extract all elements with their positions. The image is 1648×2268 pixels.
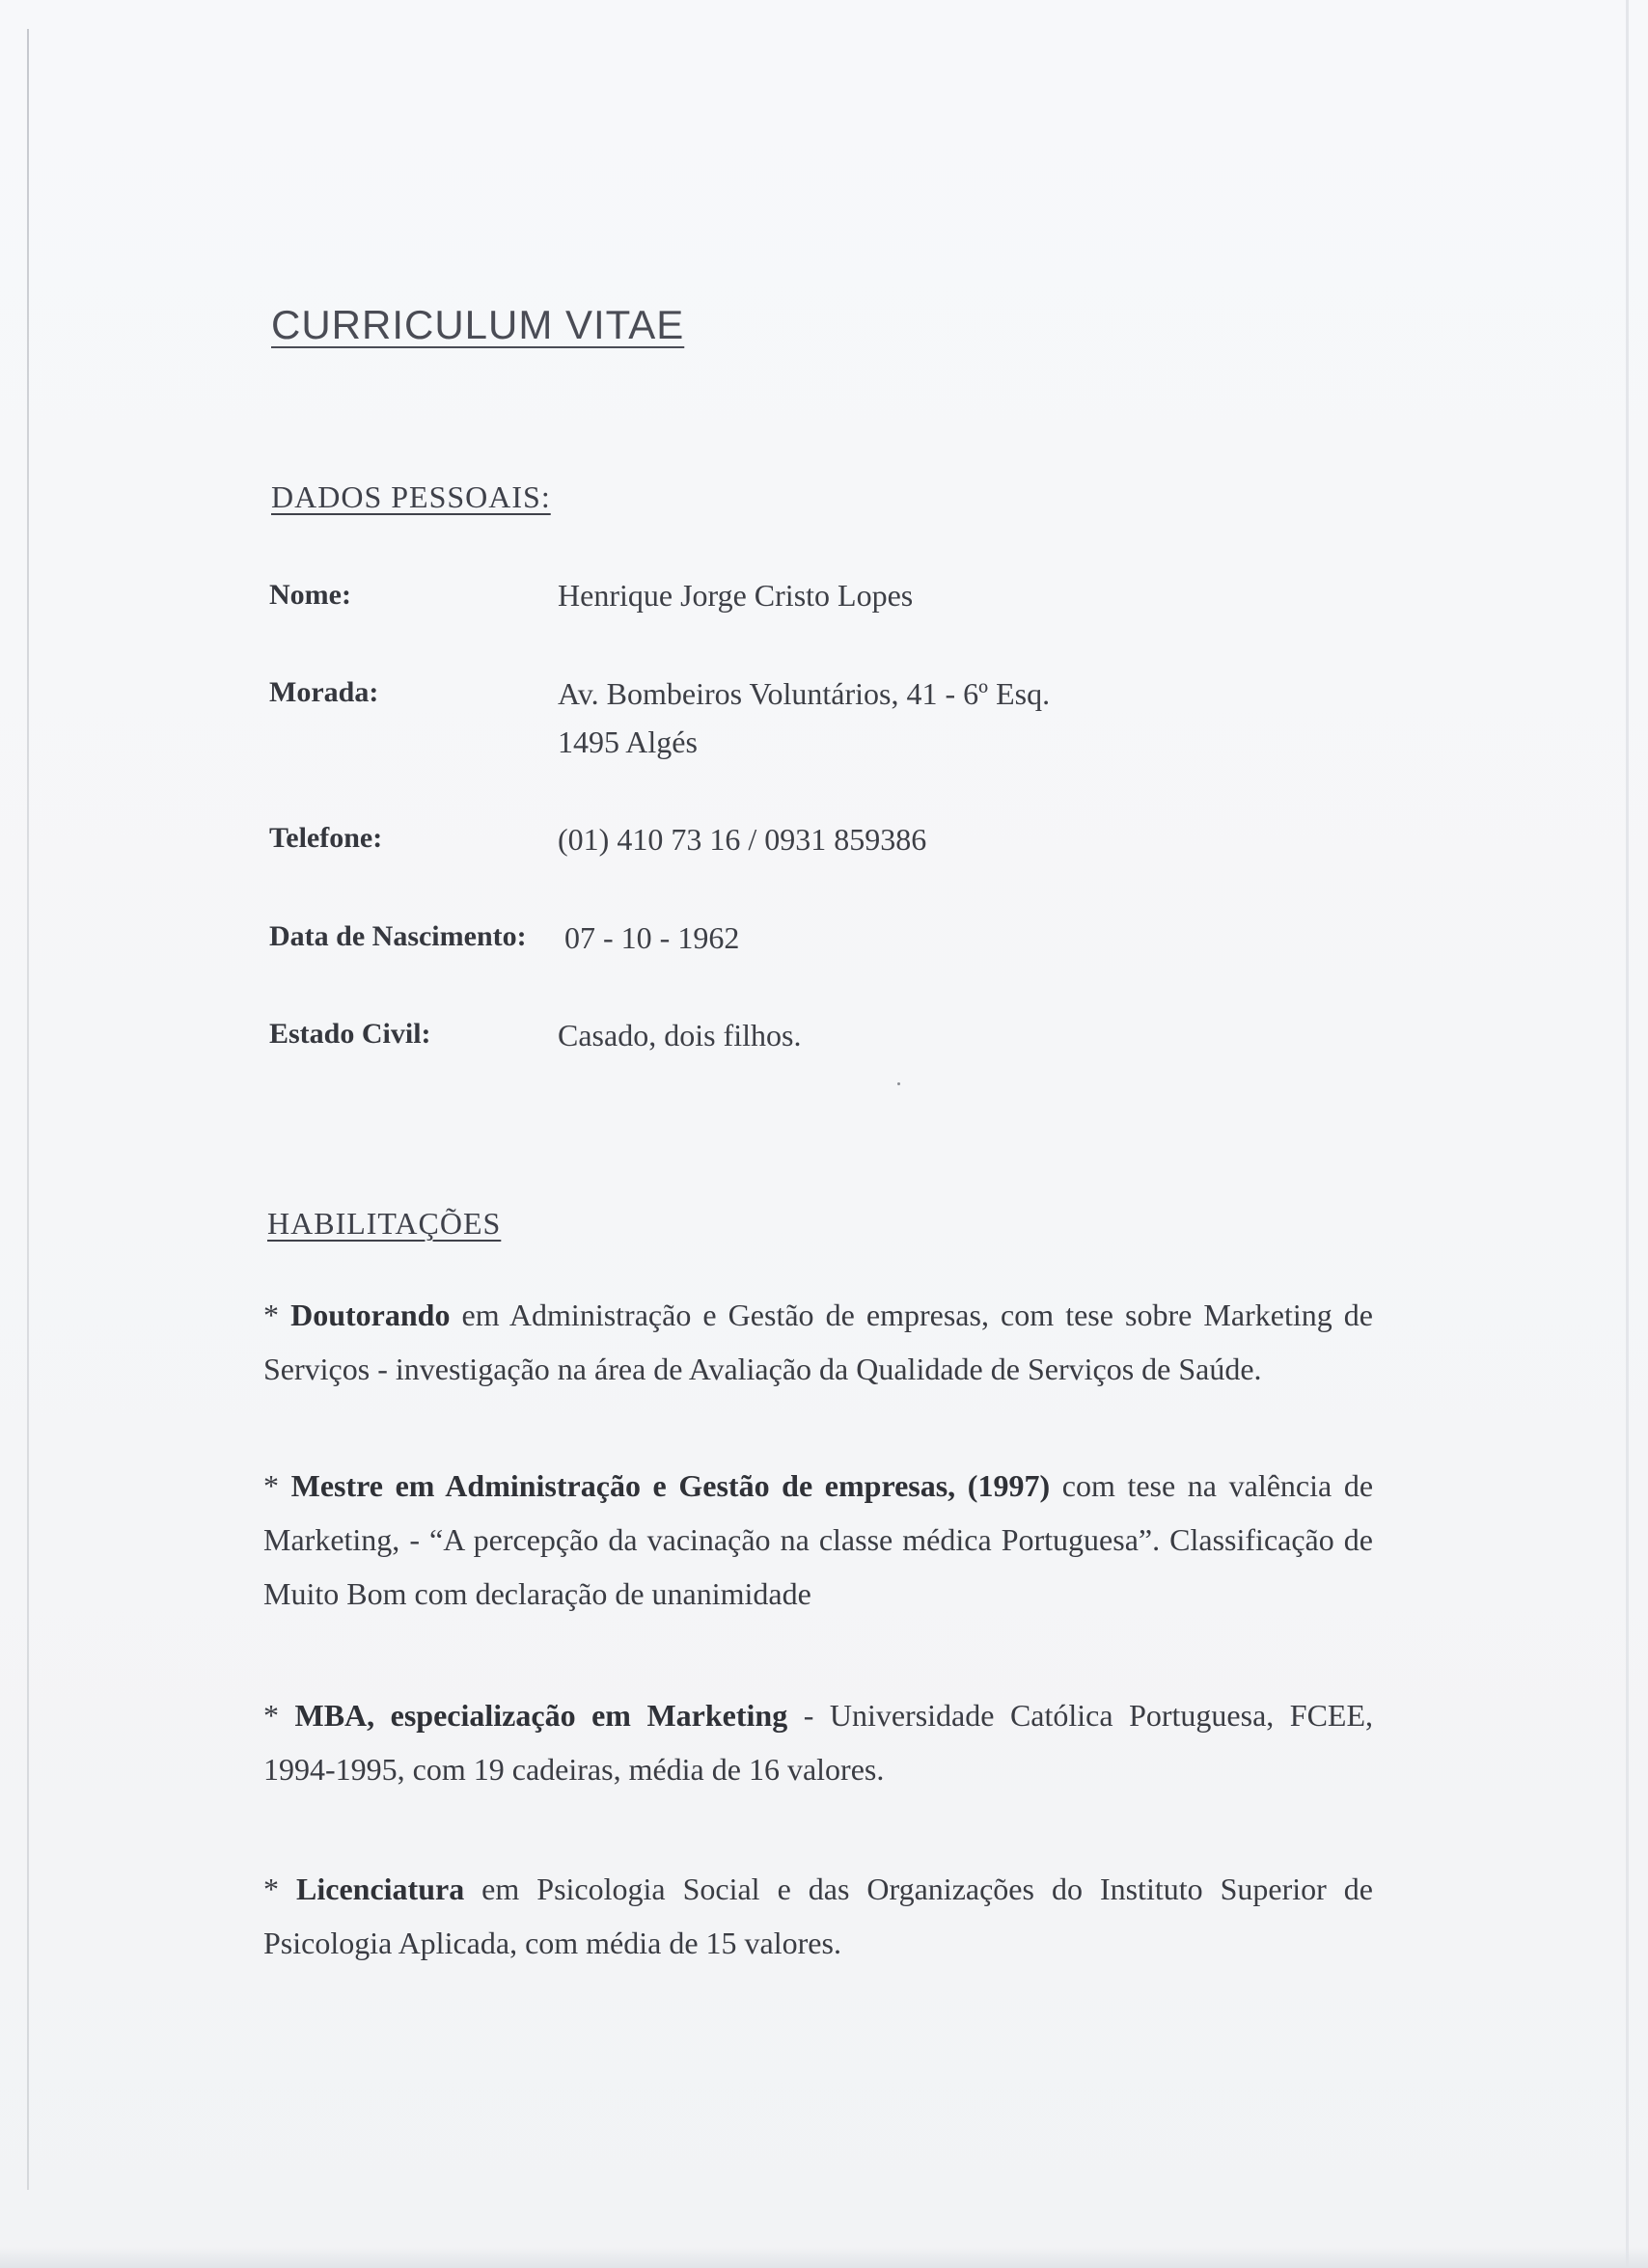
habilitacoes-heading: HABILITAÇÕES	[267, 1206, 502, 1241]
bullet: *	[263, 1468, 291, 1503]
qualification-item	[263, 1688, 1373, 1796]
personal-data-heading: DADOS PESSOAIS:	[271, 479, 551, 514]
scan-speck	[897, 1082, 900, 1085]
nascimento-label: Data de Nascimento:	[269, 920, 527, 952]
qualification-text: - Universidade Católica Portuguesa, FCEE, 1994-1995, com 19 cadeiras, média de 16 valores.	[263, 1698, 1374, 1787]
document-title: CURRICULUM VITAE	[271, 302, 685, 347]
morada-line2: 1495 Algés	[558, 724, 698, 759]
qualification-text: em Psicologia Social e das Organizações do Instituto Superior de Psicologia Aplicada, com média de 15 valores.	[263, 1872, 1374, 1960]
bullet: *	[263, 1872, 296, 1906]
nome-value: Henrique Jorge Cristo Lopes	[558, 578, 914, 613]
telefone-value: (01) 410 73 16 / 0931 859386	[558, 822, 927, 857]
qualification-item	[263, 1288, 1373, 1396]
scan-edge-right	[1626, 0, 1629, 2268]
bullet: *	[263, 1298, 291, 1332]
qualification-title: Licenciatura	[296, 1872, 465, 1906]
nascimento-value: 07 - 10 - 1962	[564, 920, 740, 955]
nome-label: Nome:	[269, 579, 351, 611]
qualification-title: Doutorando	[290, 1298, 451, 1332]
qualification-text: em Administração e Gestão de empresas, com tese sobre Marketing de Serviços - investigação na área de Avaliação da Qualidade de Serviços de Saúde.	[263, 1298, 1373, 1386]
estado-civil-label: Estado Civil:	[269, 1018, 431, 1050]
telefone-label: Telefone:	[269, 822, 383, 854]
scan-edge-left	[27, 29, 29, 2190]
bullet: *	[263, 1698, 295, 1733]
qualification-item	[263, 1459, 1373, 1621]
morada-label: Morada:	[269, 676, 379, 708]
scan-edge-bottom	[0, 2247, 1648, 2268]
qualification-title: MBA, especialização em Marketing	[294, 1698, 788, 1733]
qualification-title: Mestre em Administração e Gestão de empresas, (1997)	[290, 1468, 1051, 1503]
estado-civil-value: Casado, dois filhos.	[558, 1018, 802, 1052]
morada-line1: Av. Bombeiros Voluntários, 41 - 6º Esq.	[558, 676, 1051, 711]
qualification-text: com tese na valência de Marketing, - “A percepção da vacinação na classe médica Portuguesa”. Classificação de Muito Bom com declaração de unanimidade	[263, 1468, 1374, 1611]
qualification-item	[263, 1862, 1373, 1970]
